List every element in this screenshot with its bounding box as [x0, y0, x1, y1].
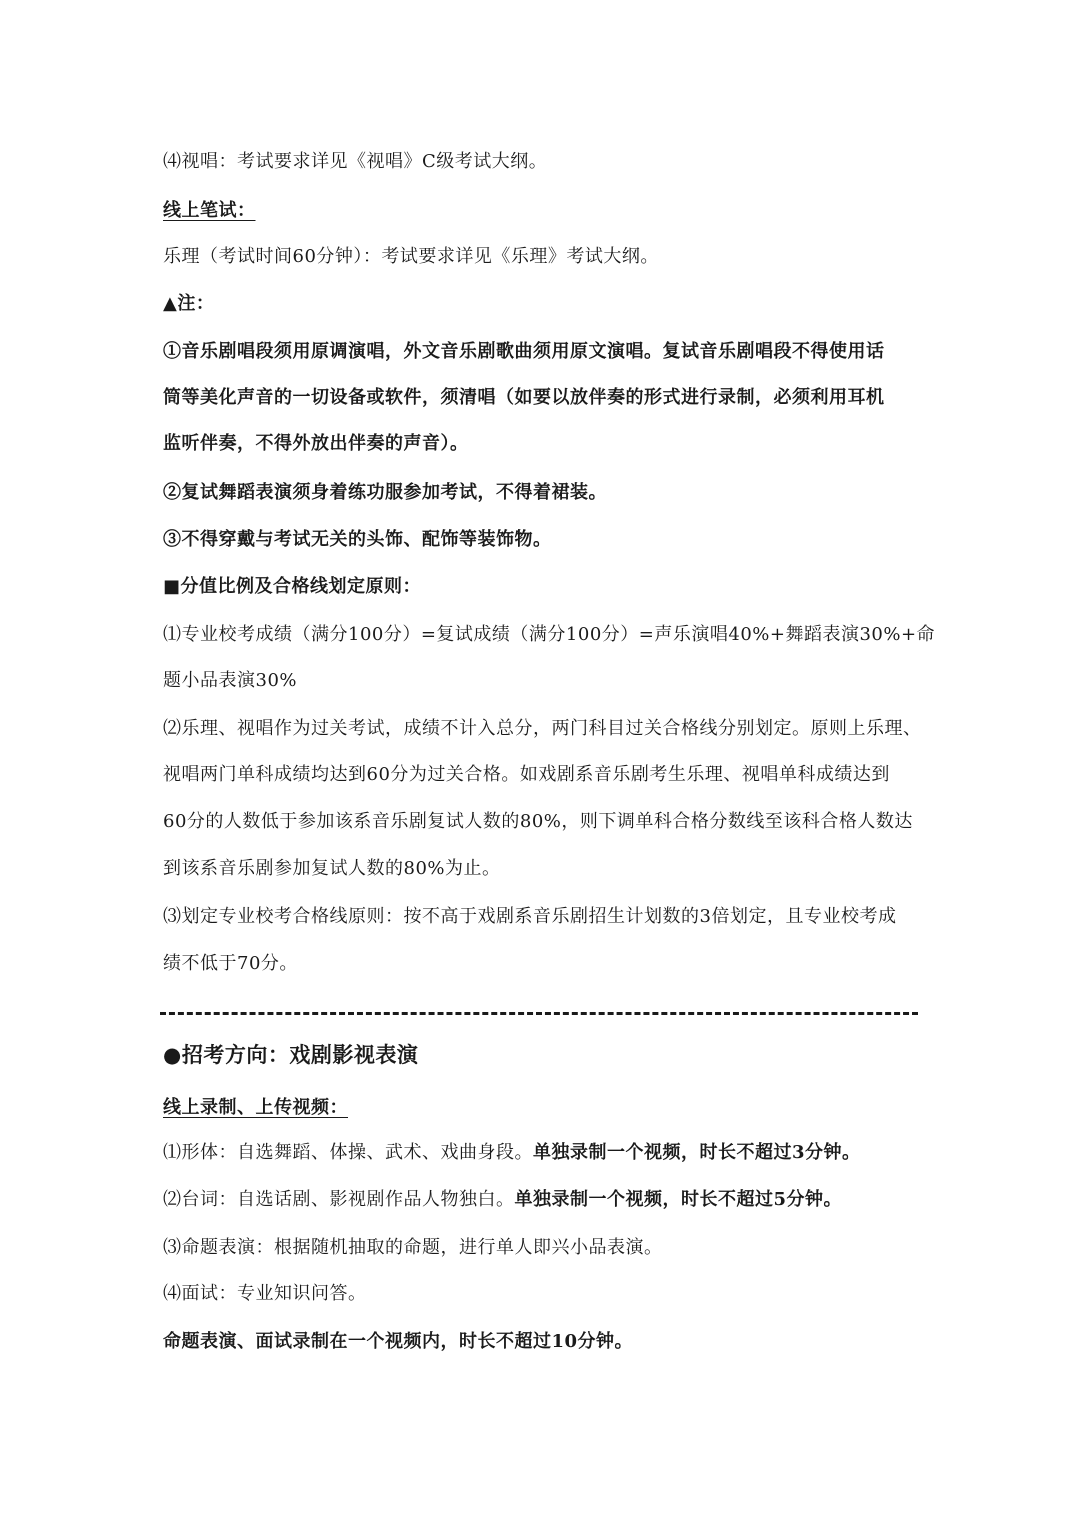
- item-1-requirement: 单独录制一个视频，时长不超过3分钟。: [533, 1142, 861, 1163]
- score-rule-2-line-3: 60分的人数低于参加该系音乐剧复试人数的80%，则下调单科合格分数线至该科合格人数达: [163, 811, 913, 832]
- score-rule-2-line-4: 到该系音乐剧参加复试人数的80%为止。: [163, 858, 501, 879]
- item-1-physique: [163, 1141, 923, 1165]
- note-1-line-2: 筒等美化声音的一切设备或软件，须清唱（如要以放伴奏的形式进行录制，必须利用耳机: [163, 387, 885, 408]
- music-theory-item: 乐理（考试时间60分钟）：考试要求详见《乐理》考试大纲。: [163, 246, 659, 267]
- item-2-requirement: 单独录制一个视频，时长不超过5分钟。: [514, 1189, 843, 1210]
- item-2-text: ⑵台词：自选话剧、影视剧作品人物独白。: [163, 1189, 515, 1210]
- item-1-text: ⑴形体：自选舞蹈、体操、武术、戏曲身段。: [163, 1142, 533, 1163]
- note-3: ③不得穿戴与考试无关的头饰、配饰等装饰物。: [163, 529, 552, 550]
- note-2: ②复试舞蹈表演须身着练功服参加考试，不得着裙装。: [163, 482, 607, 503]
- score-rule-1-line-2: 题小品表演30%: [163, 670, 298, 691]
- note-heading: ▲注：: [163, 293, 215, 314]
- score-rule-1-line-1: ⑴专业校考成绩（满分100分）=复试成绩（满分100分）=声乐演唱40%+舞蹈表演30%+命: [163, 624, 936, 645]
- score-rule-3-line-1: ⑶划定专业校考合格线原则：按不高于戏剧系音乐剧招生计划数的3倍划定，且专业校考成: [163, 906, 897, 927]
- final-note: 命题表演、面试录制在一个视频内，时长不超过10分钟。: [163, 1331, 634, 1352]
- section-divider: [160, 1012, 918, 1015]
- item-2-lines: [163, 1188, 923, 1212]
- note-1-line-1: ①音乐剧唱段须用原调演唱，外文音乐剧歌曲须用原文演唱。复试音乐剧唱段不得使用话: [163, 341, 885, 362]
- online-written-exam-heading: 线上笔试：: [163, 200, 256, 221]
- item-4-interview: ⑷面试：专业知识问答。: [163, 1283, 367, 1304]
- direction-heading: ●招考方向：戏剧影视表演: [163, 1042, 419, 1067]
- note-1-line-3: 监听伴奏，不得外放出伴奏的声音）。: [163, 433, 469, 454]
- score-ratio-heading: ■分值比例及合格线划定原则：: [163, 576, 422, 597]
- item-3-topic-performance: ⑶命题表演：根据随机抽取的命题，进行单人即兴小品表演。: [163, 1237, 663, 1258]
- score-rule-2-line-1: ⑵乐理、视唱作为过关考试，成绩不计入总分，两门科目过关合格线分别划定。原则上乐理、: [163, 718, 922, 739]
- video-upload-heading: 线上录制、上传视频：: [163, 1097, 348, 1118]
- score-rule-2-line-2: 视唱两门单科成绩均达到60分为过关合格。如戏剧系音乐剧考生乐理、视唱单科成绩达到: [163, 764, 890, 785]
- score-rule-3-line-2: 绩不低于70分。: [163, 953, 298, 974]
- sight-singing-item: ⑷视唱：考试要求详见《视唱》C级考试大纲。: [163, 151, 548, 172]
